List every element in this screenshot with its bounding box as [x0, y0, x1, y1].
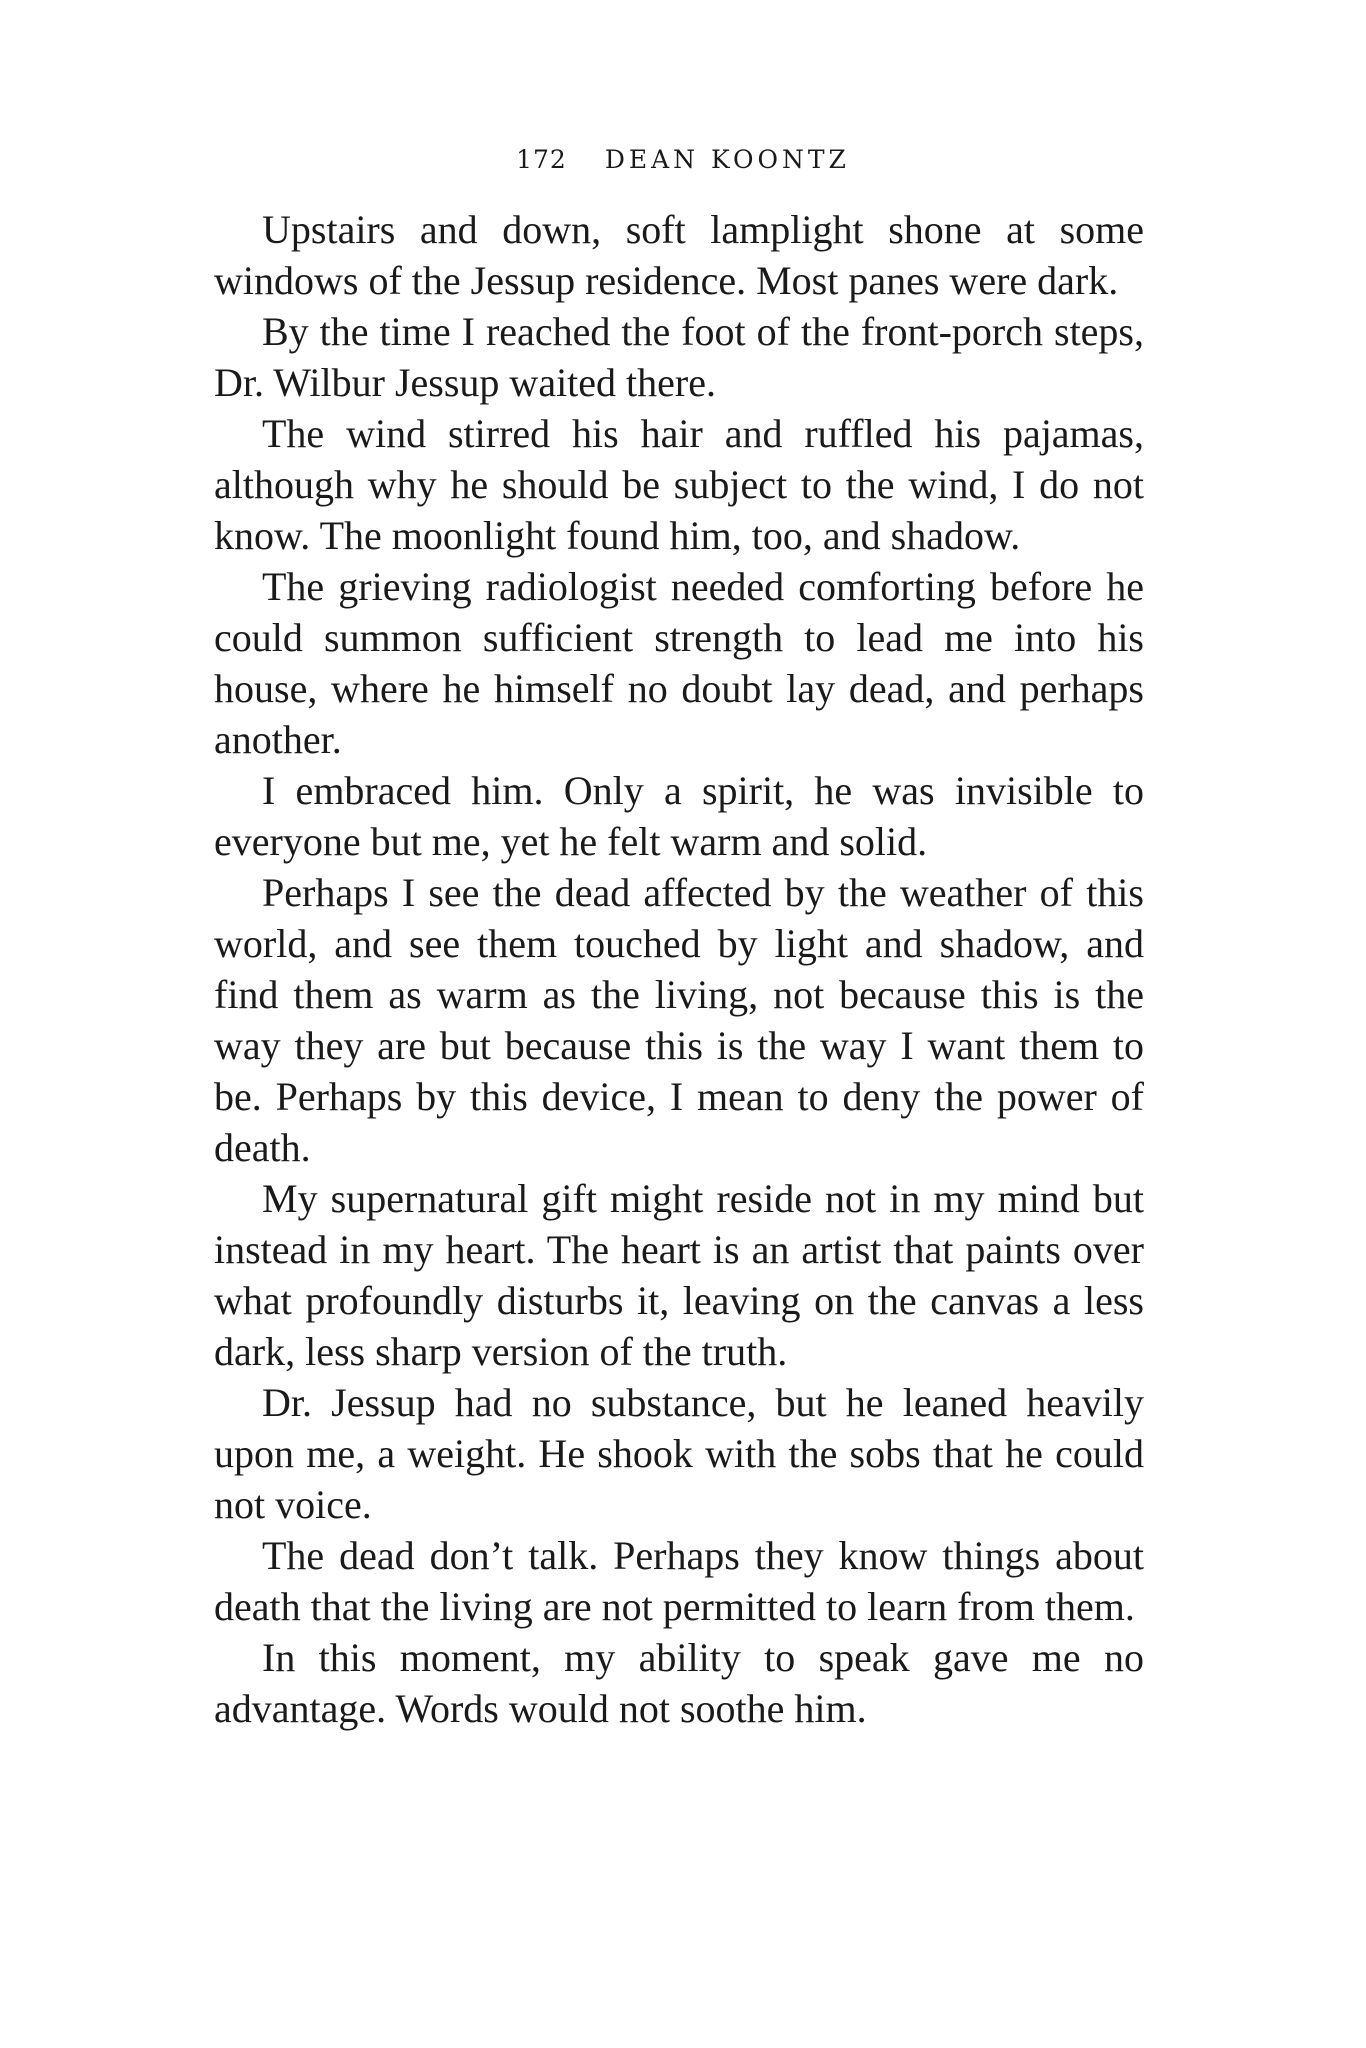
author-name: DEAN KOONTZ — [604, 145, 850, 174]
paragraph: The grieving radiologist needed comforting before he could summon sufficient strength to lead me into his house, where he himself no doubt lay dead, and perhaps another. — [214, 564, 1144, 762]
paragraph: My supernatural gift might reside not in my mind but instead in my heart. The heart is an artist that paints over what profoundly disturbs it, leaving on the canvas a less dark, less sharp version of the truth. — [214, 1176, 1144, 1374]
running-head — [0, 145, 1366, 174]
paragraph: By the time I reached the foot of the front-porch steps, Dr. Wilbur Jessup waited there. — [214, 309, 1144, 405]
paragraph: Dr. Jessup had no substance, but he leaned heavily upon me, a weight. He shook with the sobs that he could not voice. — [214, 1380, 1144, 1527]
paragraph: The wind stirred his hair and ruffled his pajamas, although why he should be subject to the wind, I do not know. The moonlight found him, too, and shadow. — [214, 411, 1144, 558]
body-text — [214, 204, 1144, 1734]
paragraph: The dead don’t talk. Perhaps they know things about death that the living are not permitted to learn from them. — [214, 1533, 1144, 1629]
paragraph: I embraced him. Only a spirit, he was invisible to everyone but me, yet he felt warm and solid. — [214, 768, 1144, 864]
paragraph: Perhaps I see the dead affected by the weather of this world, and see them touched by light and shadow, and find them as warm as the living, not because this is the way they are but because this is the way I want them to be. Perhaps by this device, I mean to deny the power of death. — [214, 870, 1144, 1170]
paragraph: Upstairs and down, soft lamplight shone at some windows of the Jessup residence. Most panes were dark. — [214, 207, 1144, 303]
page-number: 172 — [516, 145, 567, 174]
paragraph: In this moment, my ability to speak gave me no advantage. Words would not soothe him. — [214, 1635, 1144, 1731]
